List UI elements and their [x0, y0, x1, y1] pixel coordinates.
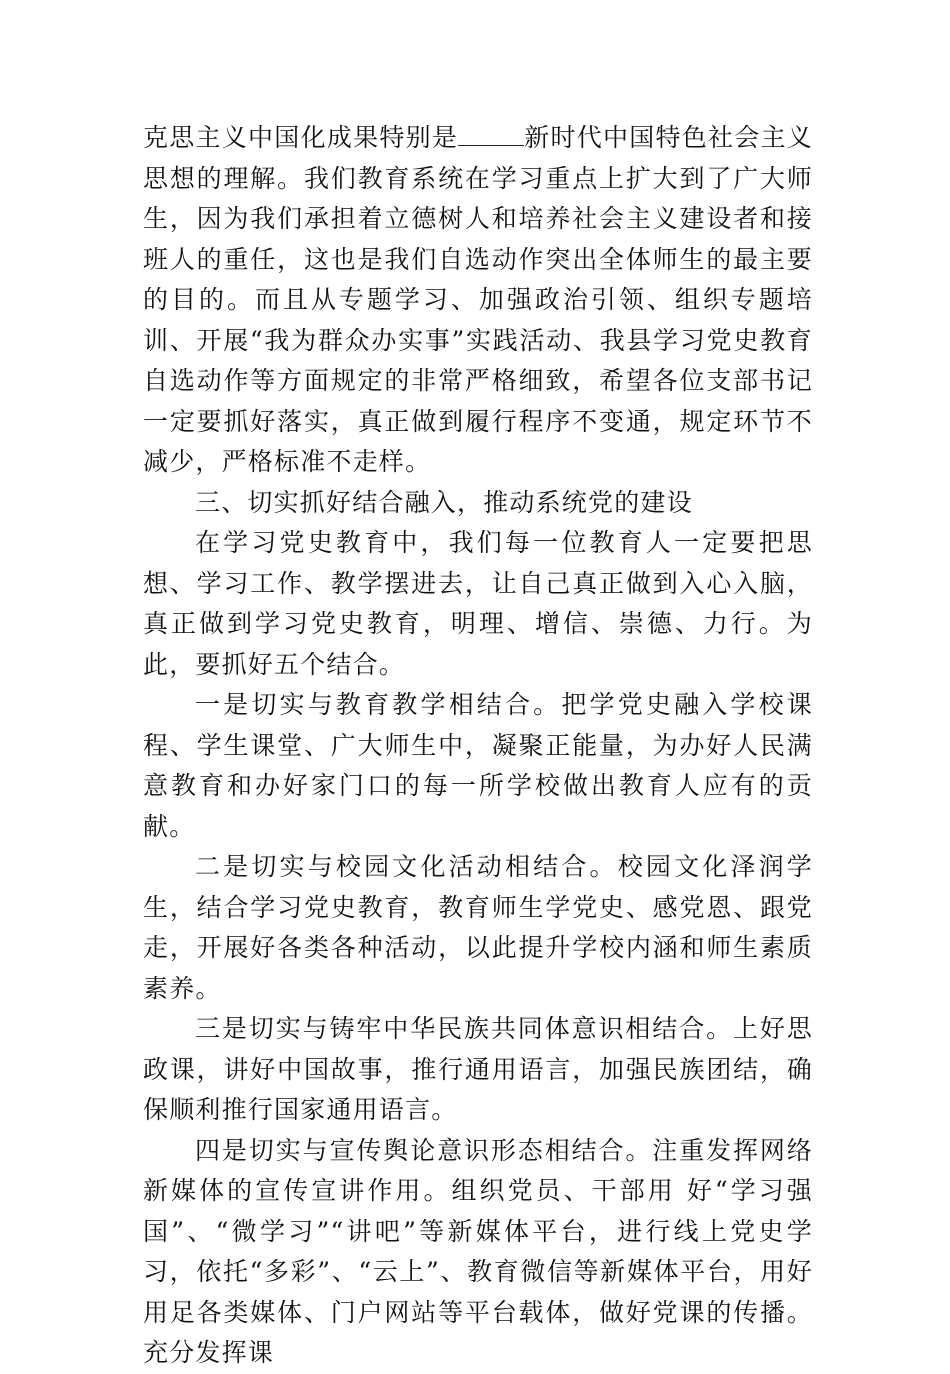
paragraph: 在学习党史教育中，我们每一位教育人一定要把思想、学习工作、教学摆进去，让自己真正做到入心入脑，真正做到学习党史教育，明理、增信、崇德、力行。为此，要抓好五个结合。: [143, 528, 813, 679]
paragraph: 二是切实与校园文化活动相结合。校园文化泽润学生，结合学习党史教育，教育师生学党史、感党恩、跟党走，开展好各类各种活动，以此提升学校内涵和师生素质素养。: [143, 852, 813, 1003]
paragraph-continuation: [143, 118, 813, 483]
section-heading: 三、切实抓好结合融入，推动系统党的建设: [195, 487, 693, 517]
fill-in-blank: [458, 125, 524, 146]
paragraph-text: 新时代中国特色社会主义思想的理解。我们教育系统在学习重点上扩大到了广大师生，因为我们承担着立德树人和培养社会主义建设者和接班人的重任，这也是我们自选动作突出全体师生的最主要的目的。而且从专题学习、加强政治引领、组织专题培训、开展“我为群众办实事”实践活动、我县学习党史教育自选动作等方面规定的非常严格细致，希望各位支部书记一定要抓好落实，真正做到履行程序不变通，规定环节不减少，严格标准不走样。: [143, 123, 814, 476]
paragraph-text: 克思主义中国化成果特别是: [143, 123, 459, 152]
paragraph: 一是切实与教育教学相结合。把学党史融入学校课程、学生课堂、广大师生中，凝聚正能量，为办好人民满意教育和办好家门口的每一所学校做出教育人应有的贡献。: [143, 690, 813, 841]
document-page: [143, 118, 813, 1374]
paragraph: 三是切实与铸牢中华民族共同体意识相结合。上好思政课，讲好中国故事，推行通用语言，加强民族团结，确保顺利推行国家通用语言。: [143, 1014, 813, 1124]
paragraph: 四是切实与宣传舆论意识形态相结合。注重发挥网络新媒体的宣传宣讲作用。组织党员、干部用 好“学习强国”、“微学习”“讲吧”等新媒体平台，进行线上党史学习，依托“多彩”、“云上”、教育微信等新媒体平台，用好用足各类媒体、门户网站等平台载体，做好党课的传播。充分发挥课: [143, 1135, 813, 1367]
